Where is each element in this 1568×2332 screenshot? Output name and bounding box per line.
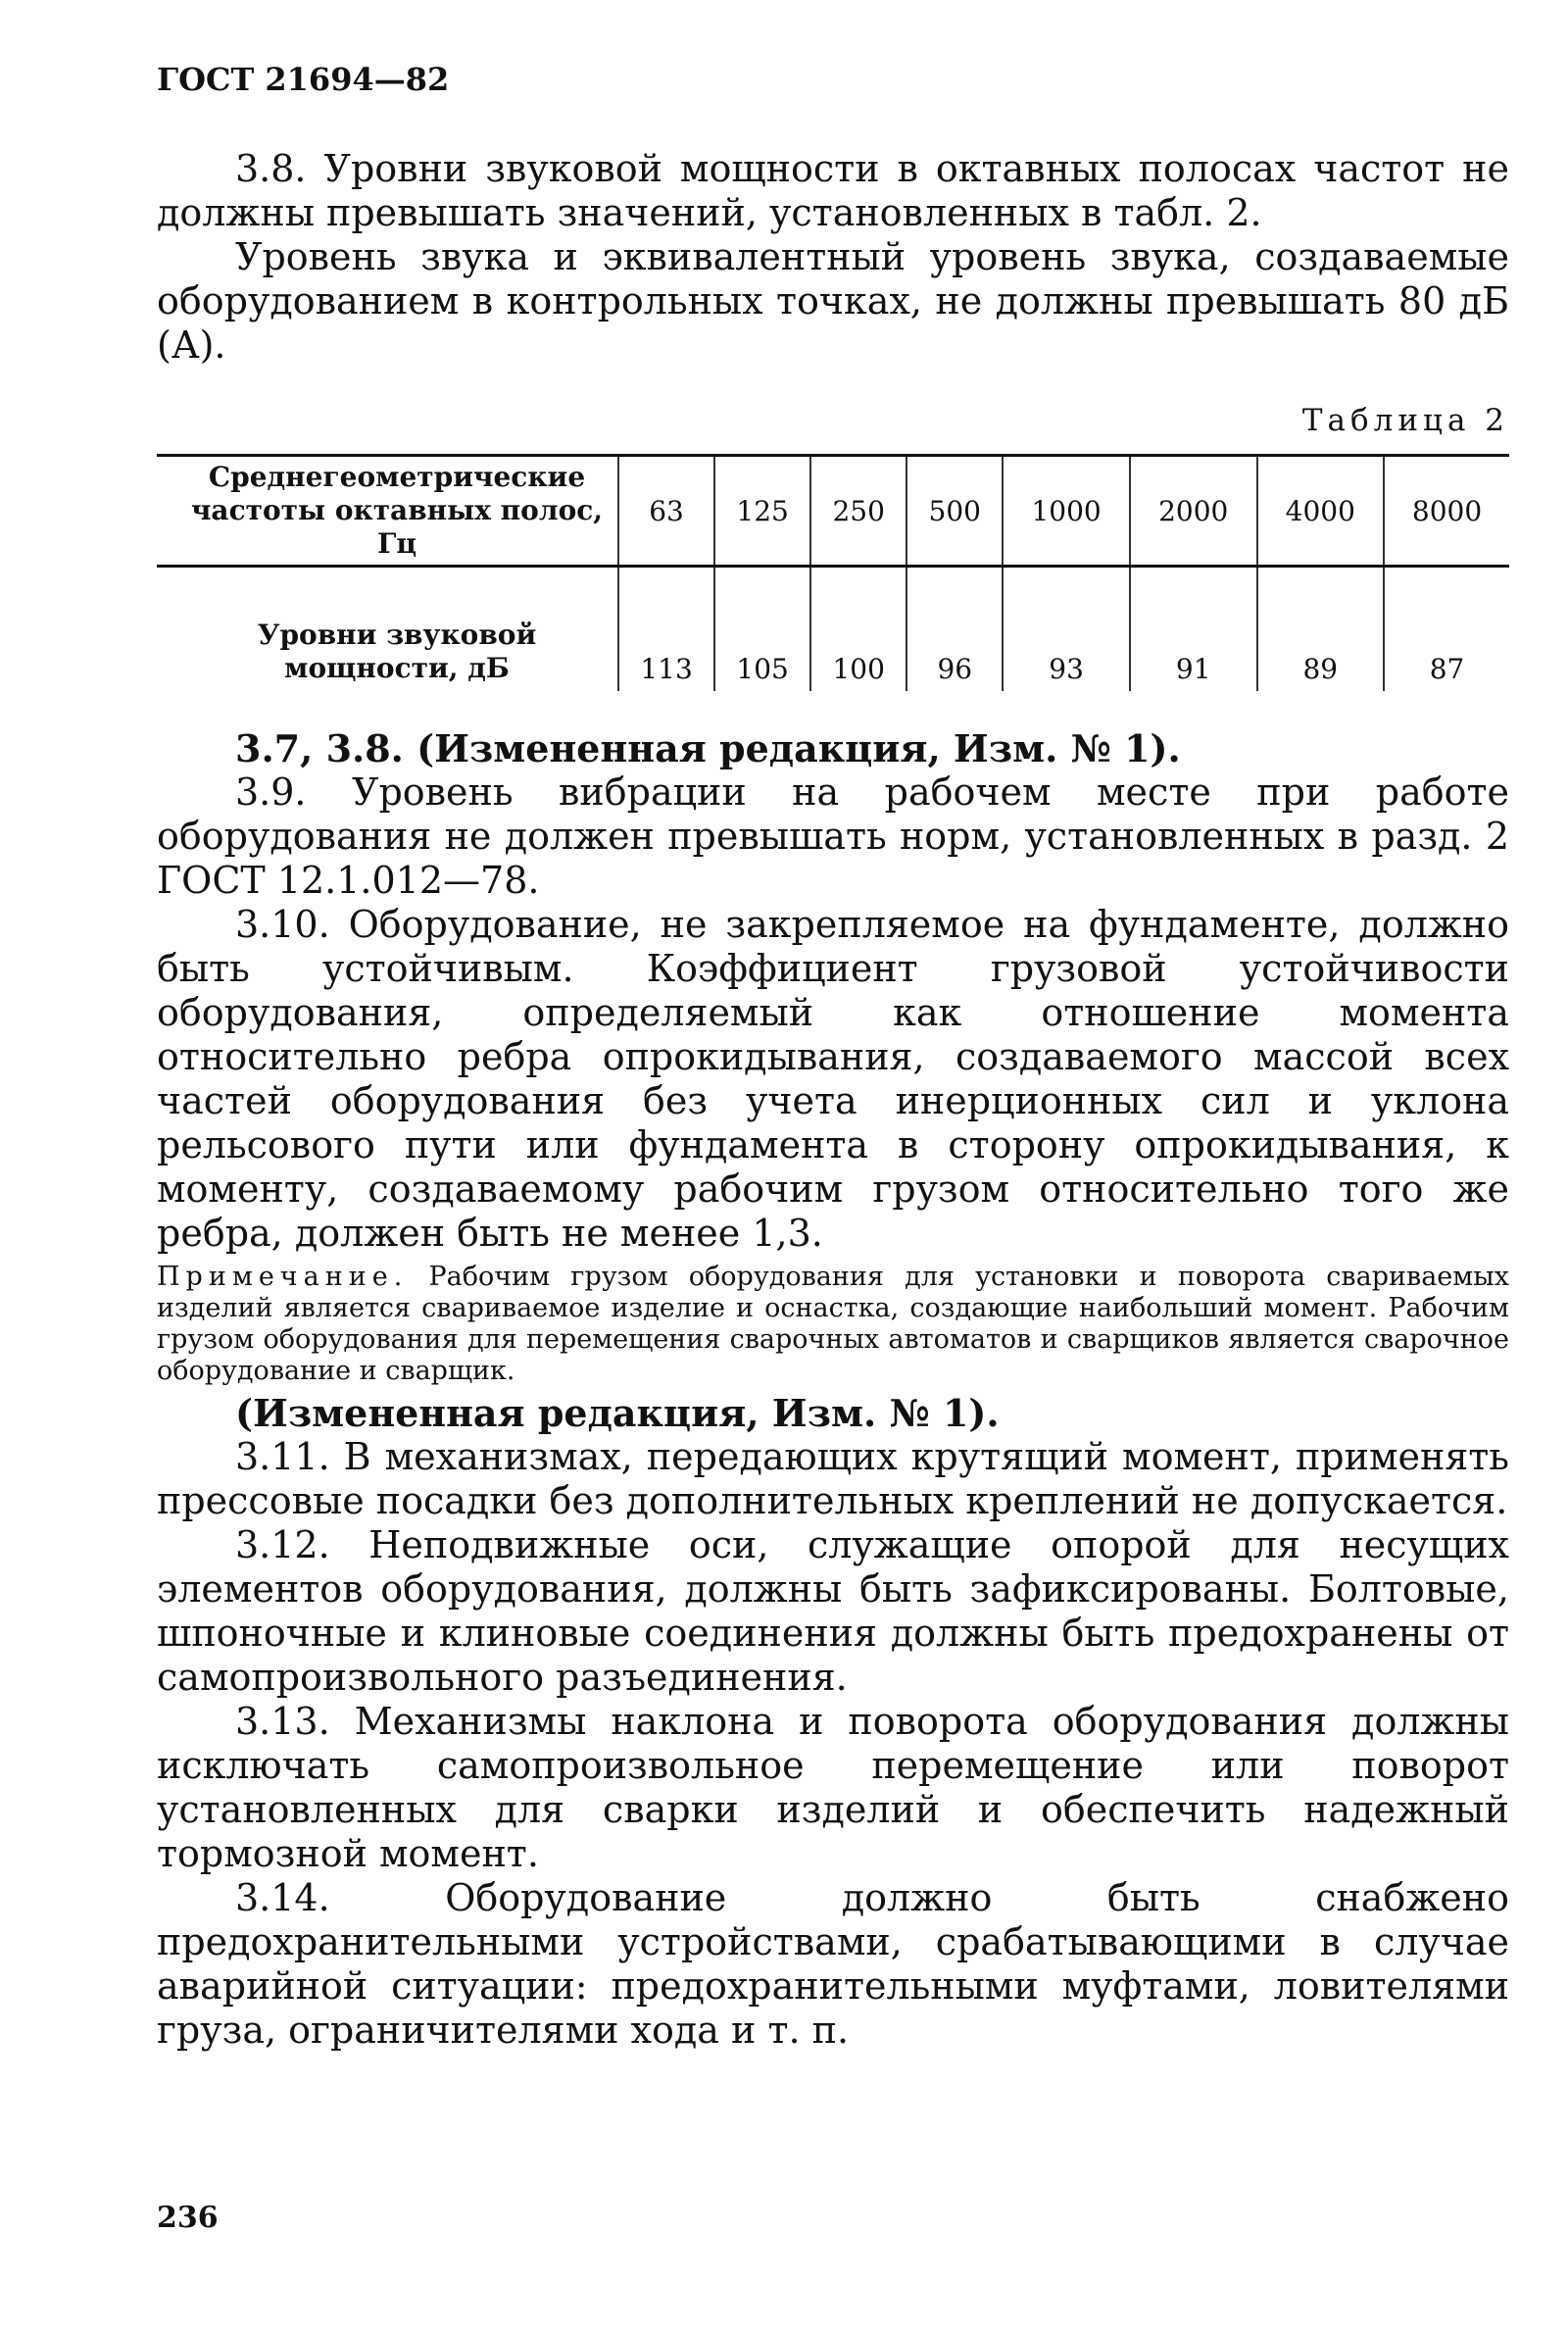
sound-power-table <box>157 454 1509 691</box>
freq-cell: 2000 <box>1130 456 1257 567</box>
paragraph-3-14: 3.14. Оборудование должно быть снабжено предохранительными устройствами, срабатывающими в случае аварийной ситуации: предохранительными муфтами, ловителями груза, ограничителями хода и т. п. <box>157 1876 1509 2052</box>
freq-cell: 125 <box>714 456 810 567</box>
note-block <box>157 1262 1509 1387</box>
level-cell: 100 <box>810 567 906 692</box>
level-cell: 89 <box>1257 567 1385 692</box>
paragraph-3-9: 3.9. Уровень вибрации на рабочем месте при работе оборудования не должен превышать норм, установленных в разд. 2 ГОСТ 12.1.012—78. <box>157 770 1509 902</box>
level-cell: 96 <box>906 567 1003 692</box>
freq-cell: 63 <box>618 456 714 567</box>
level-cell: 105 <box>714 567 810 692</box>
table-header-row <box>157 456 1509 567</box>
freq-cell: 500 <box>906 456 1003 567</box>
page-number: 236 <box>157 2201 219 2235</box>
level-cell: 93 <box>1003 567 1130 692</box>
freq-cell: 1000 <box>1003 456 1130 567</box>
note-lead: Примечание. <box>157 1262 409 1292</box>
table-caption: Таблица 2 <box>1301 403 1509 438</box>
level-cell: 87 <box>1384 567 1509 692</box>
paragraph-3-8: 3.8. Уровни звуковой мощности в октавных полосах частот не должны превышать значений, установленных в табл. 2. <box>157 147 1509 234</box>
paragraph-3-13: 3.13. Механизмы наклона и поворота оборудования должны исключать самопроизвольное перемещение или поворот установленных для сварки изделий и обеспечить надежный тормозной момент. <box>157 1700 1509 1875</box>
table-values-row <box>157 567 1509 692</box>
freq-cell: 4000 <box>1257 456 1385 567</box>
paragraph-sound-level: Уровень звука и эквивалентный уровень звука, создаваемые оборудованием в контрольных точках, не должны превышать 80 дБ (А). <box>157 235 1509 367</box>
standard-code-header: ГОСТ 21694—82 <box>157 61 450 98</box>
freq-cell: 250 <box>810 456 906 567</box>
level-row-label: Уровни звуковой мощности, дБ <box>257 619 537 684</box>
paragraph-3-12: 3.12. Неподвижные оси, служащие опорой для несущих элементов оборудования, должны быть зафиксированы. Болтовые, шпоночные и клиновые соединения должны быть предохранены от самопроизвольного разъединения. <box>157 1523 1509 1699</box>
frequency-row-label: Среднегеометрические частоты октавных полос, Гц <box>157 456 618 567</box>
amendment-note-1: 3.7, 3.8. (Измененная редакция, Изм. № 1). <box>235 726 1181 770</box>
note-text: Рабочим грузом оборудования для установки и поворота свариваемых изделий является свариваемое изделие и оснастка, создающие наибольший момент. Рабочим грузом оборудования для перемещения сварочных автоматов и сварщиков является сварочное оборудование и сварщик. <box>157 1262 1509 1386</box>
paragraph-3-10: 3.10. Оборудование, не закрепляемое на фундаменте, должно быть устойчивым. Коэффициент грузовой устойчивости оборудования, определяемый как отношение момента относительно ребра опрокидывания, создаваемого массой всех частей оборудования без учета инерционных сил и уклона рельсового пути или фундамента в сторону опрокидывания, к моменту, создаваемому рабочим грузом относительно того же ребра, должен быть не менее 1,3. <box>157 903 1509 1255</box>
paragraph-3-11: 3.11. В механизмах, передающих крутящий момент, применять прессовые посадки без дополнительных креплений не допускается. <box>157 1435 1509 1522</box>
amendment-note-2: (Измененная редакция, Изм. № 1). <box>235 1391 1000 1435</box>
level-cell: 91 <box>1130 567 1257 692</box>
freq-cell: 8000 <box>1384 456 1509 567</box>
body-text <box>157 147 1509 2053</box>
level-cell: 113 <box>618 567 714 692</box>
